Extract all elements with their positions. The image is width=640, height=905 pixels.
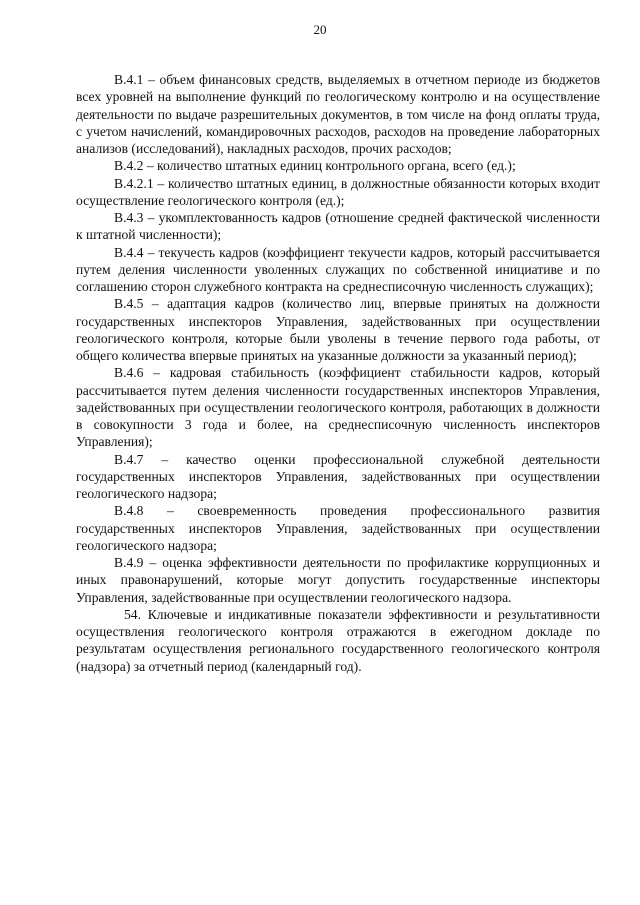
paragraph-b-4-4: В.4.4 – текучесть кадров (коэффициент текучести кадров, который рассчитывается путем деления численности уволенных служащих по собственной инициативе и по соглашению сторон служебного контракта на среднесписочную численность служащих); — [76, 244, 600, 294]
paragraph-b-4-7: В.4.7 – качество оценки профессиональной служебной деятельности государственных инспекторов Управления, задействованных при осуществлении геологического надзора; — [76, 451, 600, 501]
paragraph-b-4-3: В.4.3 – укомплектованность кадров (отношение средней фактической численности к штатной численности); — [76, 210, 600, 243]
document-body — [76, 71, 600, 675]
paragraph-b-4-5: В.4.5 – адаптация кадров (количество лиц, впервые принятых на должности государственных инспекторов Управления, задействованных при осуществлении геологического контроля, которые были уволены в течение первого года работы, от общего количества впервые принятых на указанные должности за указанный период); — [76, 296, 600, 363]
paragraph-b-4-1: В.4.1 – объем финансовых средств, выделяемых в отчетном периоде из бюджетов всех уровней на выполнение функций по геологическому контролю и на осуществление деятельности по выдаче разрешительных документов, в том числе на фонд оплаты труда, с учетом начислений, командировочных расходов, расходов на проведение лабораторных анализов (исследований), накладных расходов, прочих расходов; — [76, 72, 600, 156]
page-number: 20 — [313, 22, 327, 37]
paragraph-b-4-2: В.4.2 – количество штатных единиц контрольного органа, всего (ед.); — [114, 158, 516, 174]
paragraph-b-4-8: В.4.8 – своевременность проведения профессионального развития государственных инспекторов Управления, задействованных при осуществлении геологического надзора; — [76, 503, 600, 553]
paragraph-54: 54. Ключевые и индикативные показатели эффективности и результативности осуществления геологического контроля отражаются в ежегодном докладе по результатам осуществления регионального государственного геологического контроля (надзора) за отчетный период (календарный год). — [76, 606, 600, 674]
paragraph-b-4-9: В.4.9 – оценка эффективности деятельности по профилактике коррупционных и иных правонарушений, которые могут допустить государственные инспекторы Управления, задействованные при осуществлении геологического надзора. — [76, 555, 600, 605]
paragraph-b-4-6: В.4.6 – кадровая стабильность (коэффициент стабильности кадров, который рассчитывается путем деления численности государственных инспекторов Управления, задействованных при осуществлении геологического контроля, работающих в должности в совокупности 3 года и более, на среднесписочную численность инспекторов Управления); — [76, 365, 600, 450]
paragraph-b-4-2-1: В.4.2.1 – количество штатных единиц, в должностные обязанности которых входит осуществление геологического контроля (ед.); — [76, 175, 600, 208]
